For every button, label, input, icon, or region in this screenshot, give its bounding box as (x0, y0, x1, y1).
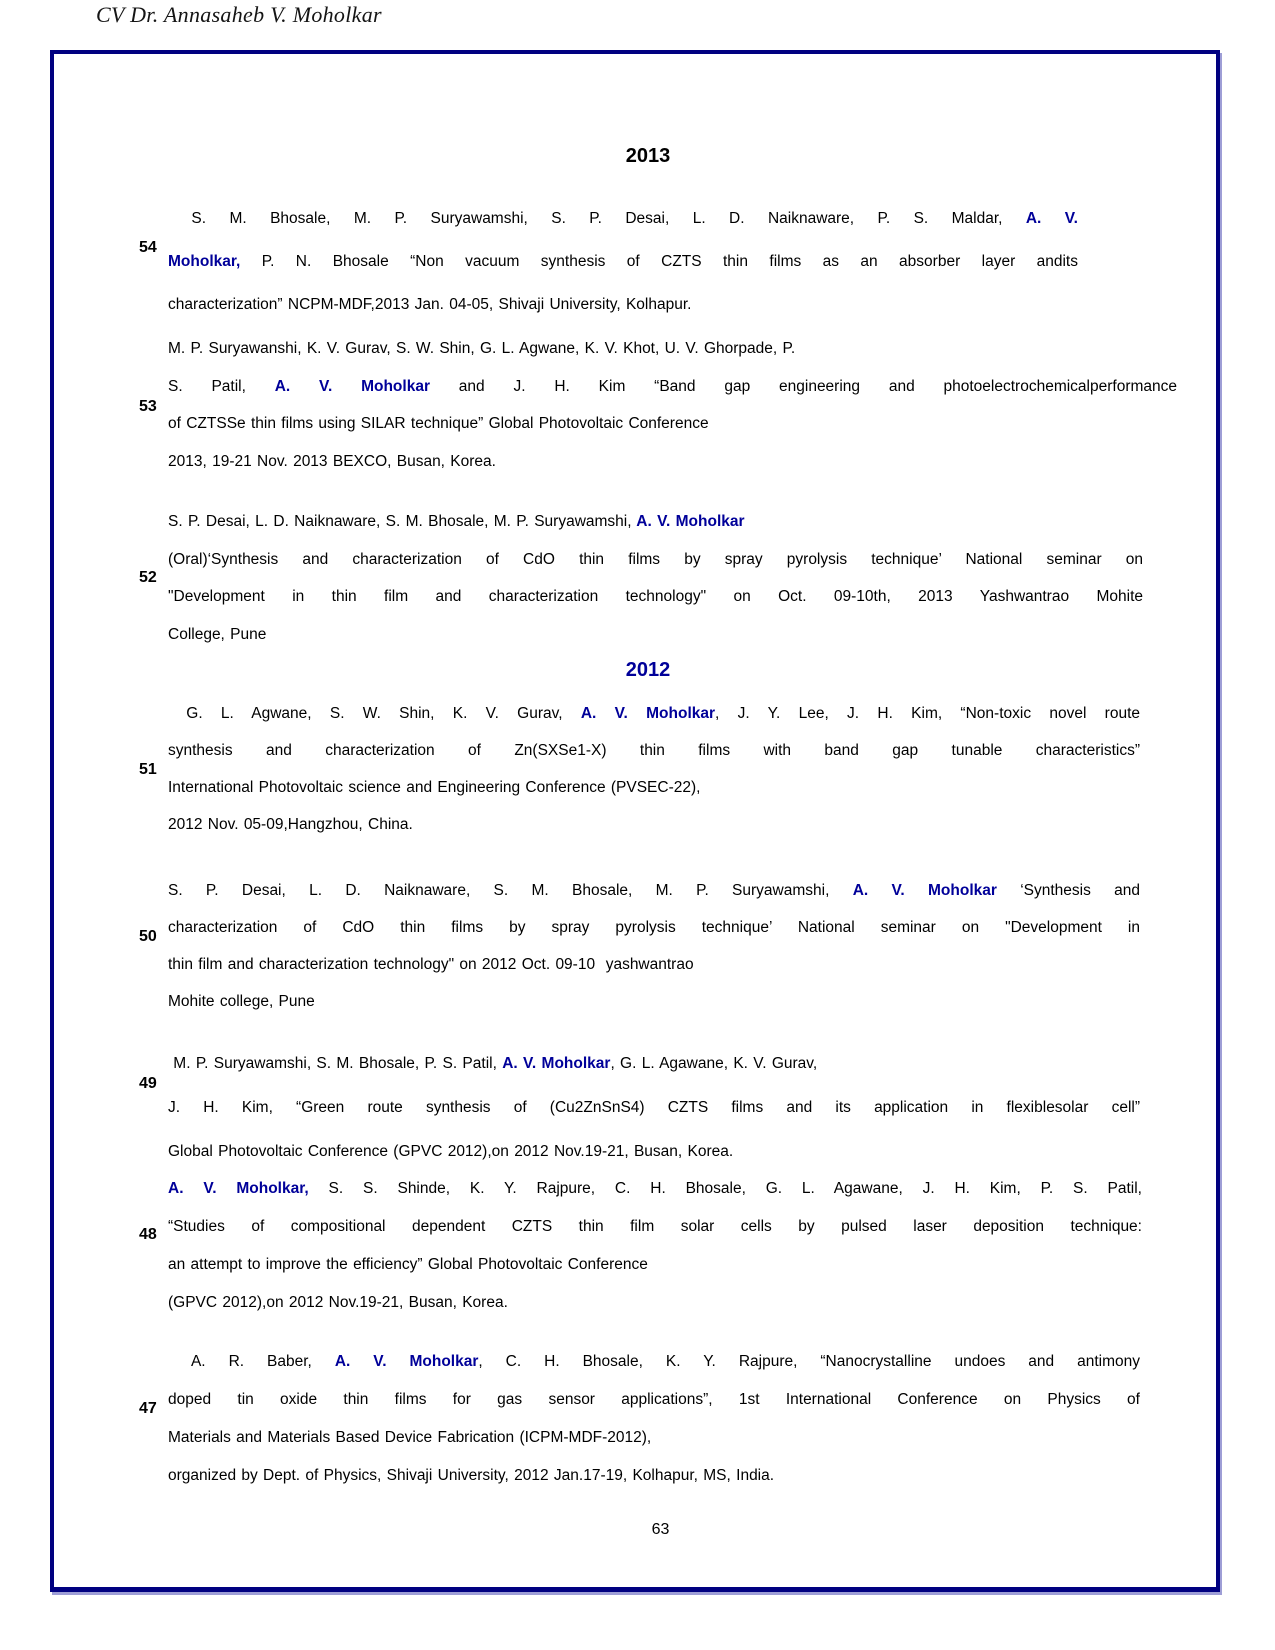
author-highlight: A. V. Moholkar (274, 377, 430, 395)
publication-line: Materials and Materials Based Device Fabrication (ICPM-MDF-2012), (168, 1429, 652, 1446)
entry-number-51: 51 (139, 761, 157, 778)
entry-text-53 (168, 330, 1177, 480)
entry-text-48 (168, 1170, 1142, 1322)
publication-line: M. P. Suryawamshi, S. M. Bhosale, P. S. Patil, A. V. Moholkar, G. L. Agawane, K. V. Gurav, (168, 1055, 818, 1072)
entry-number-53: 53 (139, 398, 157, 415)
author-highlight: Moholkar, (168, 253, 241, 270)
entry-number-49: 49 (139, 1075, 157, 1092)
publication-line: G. L. Agwane, S. W. Shin, K. V. Gurav, A. V. Moholkar, J. Y. Lee, J. H. Kim, “Non-toxic novel route (168, 705, 1141, 722)
year-heading-2013: 2013 (625, 145, 671, 167)
publication-line: doped tin oxide thin films for gas sensor applications”, 1st International Conference on Physics of (168, 1391, 1140, 1408)
publication-line: an attempt to improve the efficiency” Global Photovoltaic Conference (168, 1256, 648, 1273)
author-highlight: A. V. Moholkar (631, 513, 745, 530)
publication-line: (Oral)‘Synthesis and characterization of CdO thin films by spray pyrolysis technique’ National seminar on (168, 550, 1143, 568)
author-highlight: A. V. Moholkar (580, 705, 716, 722)
publication-line: characterization” NCPM-MDF,2013 Jan. 04-05, Shivaji University, Kolhapur. (168, 296, 692, 313)
year-heading-2012: 2012 (625, 659, 671, 681)
publication-line: "Development in thin film and characterization technology" on Oct. 09-10th, 2013 Yashwantrao Mohite (168, 588, 1143, 605)
entry-number-52: 52 (139, 569, 157, 586)
page-number: 63 (651, 1521, 670, 1538)
page-header-title: CV Dr. Annasaheb V. Moholkar (96, 2, 382, 27)
author-highlight: A. V. (1025, 210, 1078, 227)
entry-text-54 (168, 197, 1078, 326)
publication-line: S. Patil, A. V. Moholkar and J. H. Kim “Band gap engineering and photoelectrochemicalperformance (168, 377, 1177, 395)
publication-line: Global Photovoltaic Conference (GPVC 2012),on 2012 Nov.19-21, Busan, Korea. (168, 1143, 734, 1160)
publication-line: 2012 Nov. 05-09,Hangzhou, China. (168, 816, 413, 833)
entry-text-49 (168, 1042, 1140, 1174)
publication-line: Moholkar, P. N. Bhosale “Non vacuum synthesis of CZTS thin films as an absorber layer andits (168, 253, 1078, 270)
publication-line: “Studies of compositional dependent CZTS thin film solar cells by pulsed laser deposition technique: (168, 1218, 1142, 1235)
publication-line: 2013, 19-21 Nov. 2013 BEXCO, Busan, Korea. (168, 452, 496, 470)
entry-number-48: 48 (139, 1226, 157, 1243)
entry-number-54: 54 (139, 239, 157, 256)
entry-text-50 (168, 872, 1140, 1020)
author-highlight: A. V. Moholkar (852, 882, 997, 899)
author-highlight: A. V. Moholkar (334, 1353, 479, 1370)
publication-line: synthesis and characterization of Zn(SXSe1-X) thin films with band gap tunable characteristics” (168, 742, 1140, 759)
publication-line: A. R. Baber, A. V. Moholkar, C. H. Bhosale, K. Y. Rajpure, “Nanocrystalline undoes and antimony (168, 1353, 1141, 1370)
entry-text-51 (168, 695, 1140, 843)
publication-line: thin film and characterization technology" on 2012 Oct. 09-10 yashwantrao (168, 956, 694, 973)
entry-number-50: 50 (139, 928, 157, 945)
publication-line: of CZTSSe thin films using SILAR technique” Global Photovoltaic Conference (168, 415, 709, 432)
publication-line: International Photovoltaic science and Engineering Conference (PVSEC-22), (168, 779, 701, 796)
author-highlight: A. V. Moholkar (502, 1055, 611, 1072)
publication-line: M. P. Suryawanshi, K. V. Gurav, S. W. Shin, G. L. Agwane, K. V. Khot, U. V. Ghorpade, P. (168, 340, 796, 357)
entry-number-47: 47 (139, 1400, 157, 1417)
publication-line: organized by Dept. of Physics, Shivaji University, 2012 Jan.17-19, Kolhapur, MS, India. (168, 1467, 775, 1484)
publication-line: J. H. Kim, “Green route synthesis of (Cu2ZnSnS4) CZTS films and its application in flexiblesolar cell” (168, 1099, 1140, 1116)
author-highlight: A. V. Moholkar, (168, 1180, 309, 1197)
publication-line: A. V. Moholkar, S. S. Shinde, K. Y. Rajpure, C. H. Bhosale, G. L. Agawane, J. H. Kim, P. S. Patil, (168, 1180, 1142, 1197)
publication-line: S. M. Bhosale, M. P. Suryawamshi, S. P. Desai, L. D. Naiknaware, P. S. Maldar, A. V. (168, 210, 1078, 227)
publication-line: (GPVC 2012),on 2012 Nov.19-21, Busan, Korea. (168, 1294, 508, 1311)
publication-line: S. P. Desai, L. D. Naiknaware, S. M. Bhosale, M. P. Suryawamshi, A. V. Moholkar (168, 513, 745, 530)
publication-line: S. P. Desai, L. D. Naiknaware, S. M. Bhosale, M. P. Suryawamshi, A. V. Moholkar ‘Synthesis and (168, 882, 1140, 899)
entry-text-47 (168, 1343, 1140, 1495)
publication-line: Mohite college, Pune (168, 993, 315, 1010)
publication-line: characterization of CdO thin films by spray pyrolysis technique’ National seminar on "Development in (168, 919, 1140, 936)
entry-text-52 (168, 503, 1143, 653)
publication-line: College, Pune (168, 625, 267, 643)
